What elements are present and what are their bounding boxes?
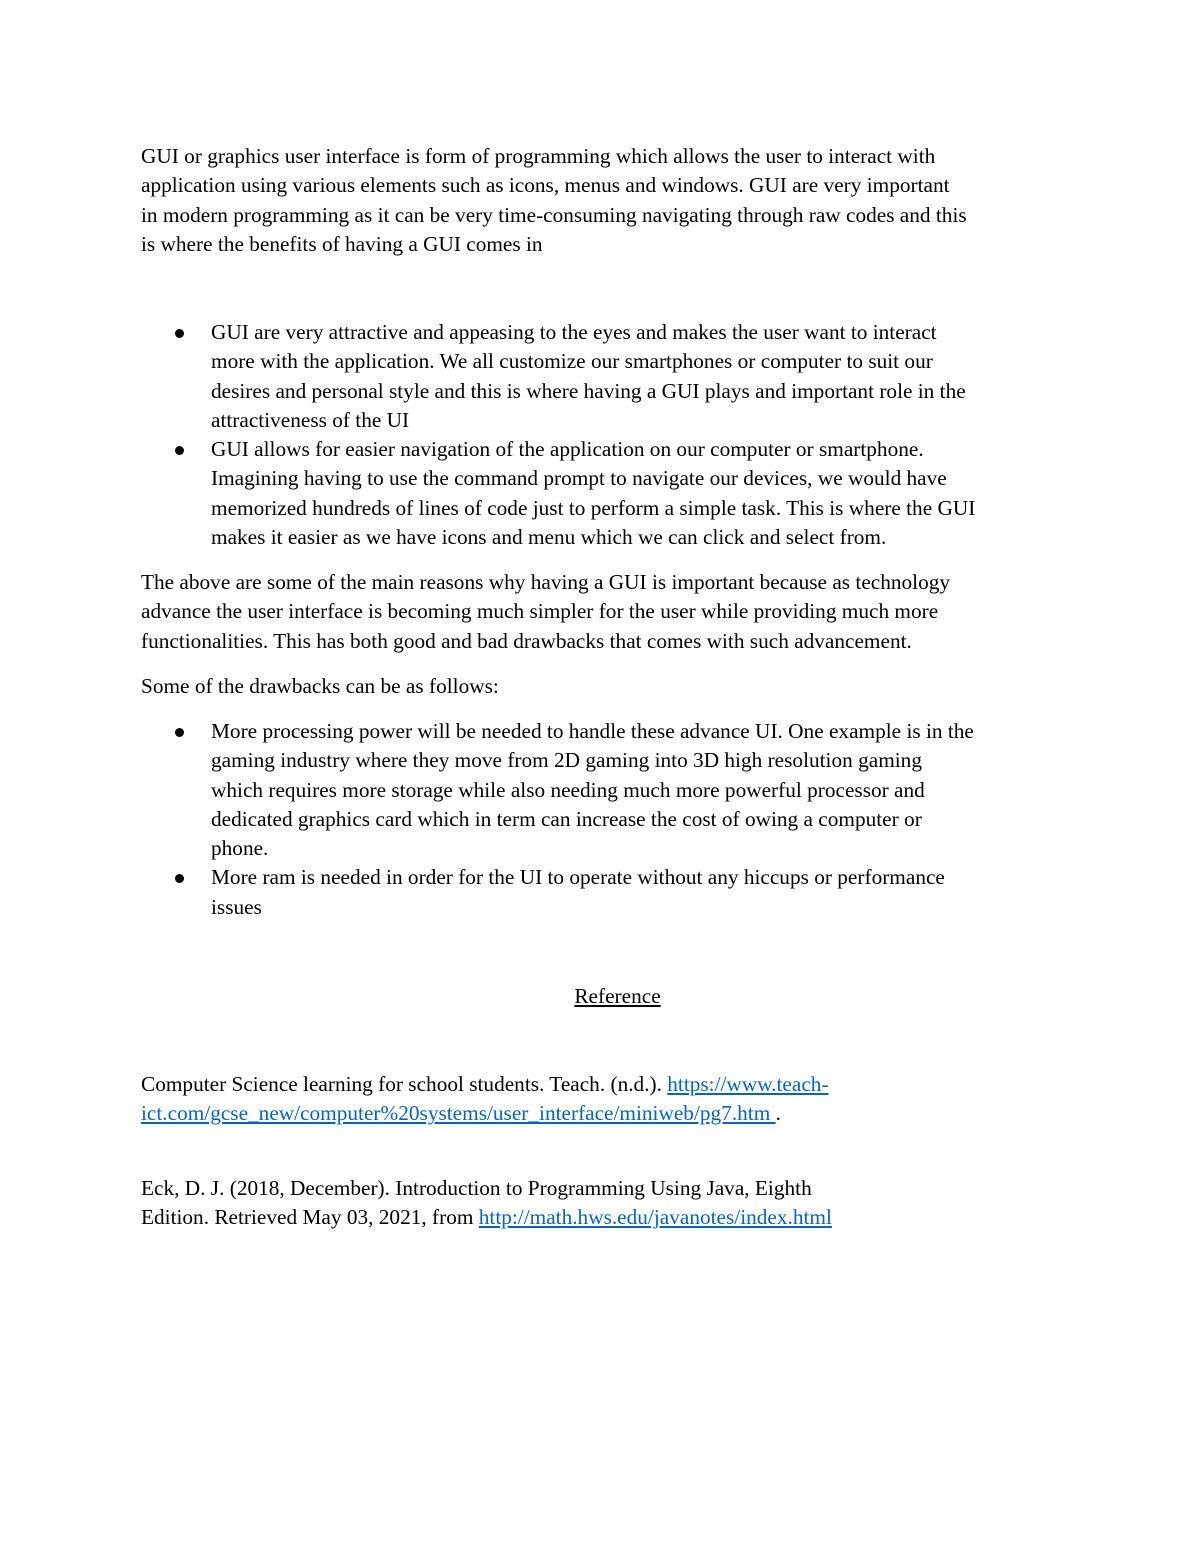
intro-line: in modern programming as it can be very time-consuming navigating through raw codes and this — [141, 202, 967, 227]
list-item-line: desires and personal style and this is where having a GUI plays and important role in the — [211, 378, 966, 403]
list-item-line: Imagining having to use the command prompt to navigate our devices, we would have — [211, 466, 947, 491]
list-item — [141, 863, 1071, 922]
drawbacks-list — [141, 717, 1071, 922]
drawbacks-intro-line: Some of the drawbacks can be as follows: — [141, 674, 499, 698]
intro-line: application using various elements such as icons, menus and windows. GUI are very important — [141, 173, 950, 198]
bullet-icon — [175, 874, 184, 883]
list-item-line: more with the application. We all customize our smartphones or computer to suit our — [211, 349, 933, 374]
reference-line — [141, 1174, 1071, 1203]
list-item — [141, 435, 1071, 552]
reference-link[interactable]: https://www.teach- — [667, 1072, 829, 1096]
drawbacks-intro — [141, 672, 1071, 701]
list-item-line: More processing power will be needed to handle these advance UI. One example is in the — [211, 719, 974, 743]
list-item — [141, 717, 1071, 863]
reference-text: Eck, D. J. (2018, December). Introduction to Programming Using Java, Eighth — [141, 1176, 812, 1200]
list-item — [141, 318, 1071, 435]
reference-line — [141, 1070, 1071, 1099]
summary-line: advance the user interface is becoming much simpler for the user while providing much more — [141, 599, 939, 624]
bullet-icon — [175, 329, 184, 338]
summary-line: The above are some of the main reasons why having a GUI is important because as technology — [141, 570, 951, 594]
list-item-line: makes it easier as we have icons and menu which we can click and select from. — [211, 525, 887, 550]
reference-text: Computer Science learning for school students. Teach. (n.d.). — [141, 1072, 668, 1096]
summary-paragraph — [141, 568, 1071, 656]
list-item-line: GUI allows for easier navigation of the application on our computer or smartphone. — [211, 437, 924, 462]
list-item-line: GUI are very attractive and appeasing to the eyes and makes the user want to interact — [211, 320, 937, 344]
list-item-line: memorized hundreds of lines of code just to perform a simple task. This is where the GUI — [211, 495, 976, 520]
list-item-line: phone. — [211, 836, 269, 861]
list-item-line: which requires more storage while also needing much more powerful processor and — [211, 777, 925, 802]
intro-line: is where the benefits of having a GUI comes in — [141, 231, 543, 256]
reference-link[interactable]: ict.com/gcse_new/computer%20systems/user_interface/miniweb/pg7.htm — [141, 1101, 776, 1126]
list-item-line: issues — [211, 894, 262, 919]
benefits-list — [141, 318, 1071, 552]
reference-line — [141, 1099, 1071, 1128]
list-item-line: attractiveness of the UI — [211, 407, 410, 432]
reference-line — [141, 1203, 1071, 1232]
bullet-icon — [175, 446, 184, 455]
reference-entry — [141, 1174, 1071, 1233]
bullet-icon — [175, 728, 184, 737]
reference-text: . — [775, 1101, 781, 1126]
reference-link[interactable]: http://math.hws.edu/javanotes/index.html — [478, 1205, 832, 1230]
intro-line: GUI or graphics user interface is form of programming which allows the user to interact with — [141, 144, 936, 168]
list-item-line: More ram is needed in order for the UI to operate without any hiccups or performance — [211, 865, 945, 890]
summary-line: functionalities. This has both good and bad drawbacks that comes with such advancement. — [141, 628, 912, 653]
list-item-line: gaming industry where they move from 2D gaming into 3D high resolution gaming — [211, 748, 922, 773]
list-item-line: dedicated graphics card which in term can increase the cost of owing a computer or — [211, 806, 922, 831]
intro-paragraph — [141, 142, 1071, 259]
reference-heading: Reference — [574, 984, 661, 1008]
reference-entry — [141, 1070, 1071, 1129]
reference-text: Edition. Retrieved May 03, 2021, from — [141, 1205, 479, 1230]
